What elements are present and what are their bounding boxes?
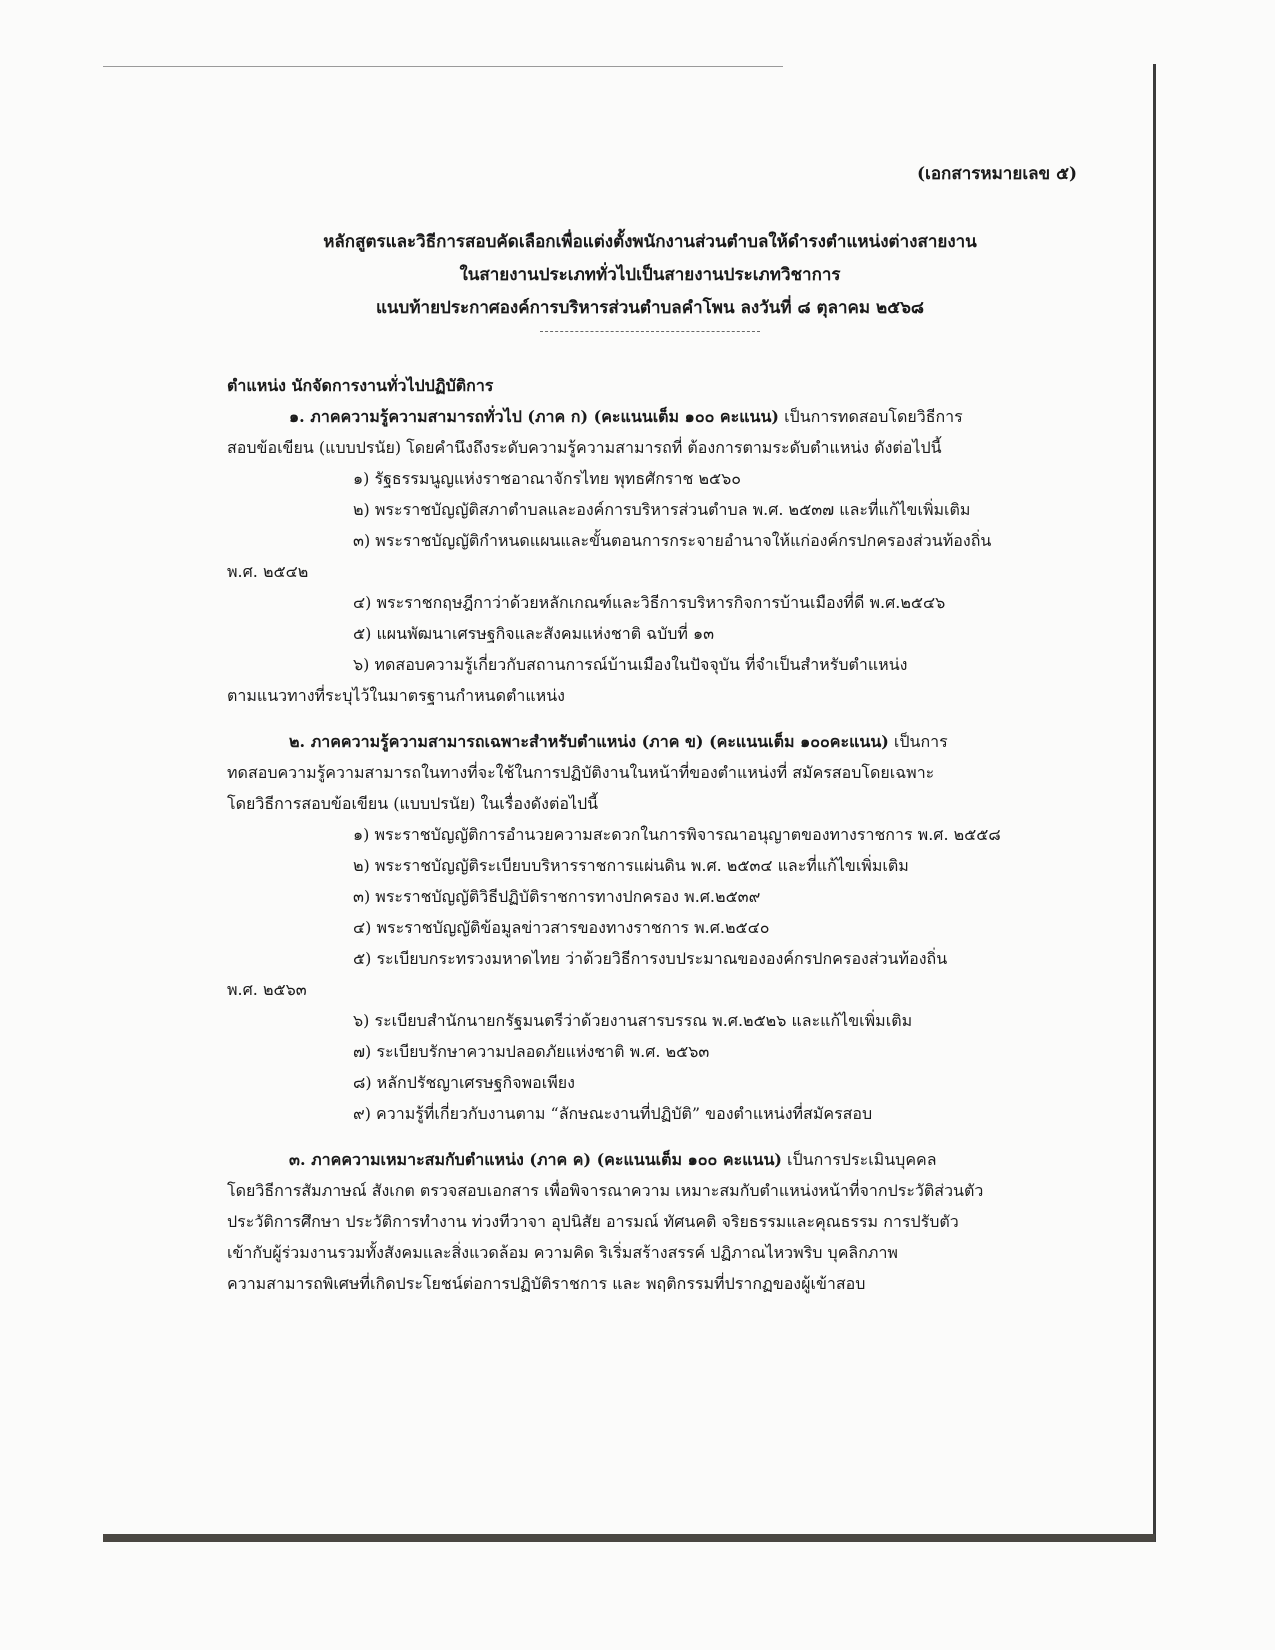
section-intro-cont: ทดสอบความรู้ความสามารถในทางที่จะใช้ในการปฏิบัติงานในหน้าที่ของตำแหน่งที่ สมัครสอบโดยเฉพาะ xyxy=(227,763,935,782)
list-item: ๕) แผนพัฒนาเศรษฐกิจและสังคมแห่งชาติ ฉบับที่ ๑๓ xyxy=(353,624,715,643)
title-line-2: ในสายงานประเภททั่วไปเป็นสายงานประเภทวิชาการ xyxy=(459,265,841,285)
title-line-1: หลักสูตรและวิธีการสอบคัดเลือกเพื่อแต่งตั้งพนักงานส่วนตำบลให้ดำรงตำแหน่งต่างสายงาน xyxy=(323,232,977,252)
list-item: ๒) พระราชบัญญัติสภาตำบลและองค์การบริหารส่วนตำบล พ.ศ. ๒๕๓๗ และที่แก้ไขเพิ่มเติม xyxy=(353,500,971,519)
section-intro-cont: เข้ากับผู้ร่วมงานรวมทั้งสังคมและสิ่งแวดล้อม ความคิด ริเริ่มสร้างสรรค์ ปฏิภาณไหวพริบ บุคลิกภาพ xyxy=(227,1243,898,1262)
section-heading: ๓. ภาคความเหมาะสมกับตำแหน่ง (ภาค ค) (คะแนนเต็ม ๑๐๐ คะแนน) xyxy=(289,1150,782,1169)
list-item: ๖) ระเบียบสำนักนายกรัฐมนตรีว่าด้วยงานสารบรรณ พ.ศ.๒๕๒๖ และแก้ไขเพิ่มเติม xyxy=(353,1011,913,1030)
list-item-cont: พ.ศ. ๒๕๔๒ xyxy=(227,562,309,581)
section-intro: เป็นการประเมินบุคคล xyxy=(781,1150,937,1169)
section-intro: เป็นการ xyxy=(888,732,948,751)
section-intro-cont: ความสามารถพิเศษที่เกิดประโยชน์ต่อการปฏิบัติราชการ และ พฤติกรรมที่ปรากฏของผู้เข้าสอบ xyxy=(227,1274,866,1293)
document-body xyxy=(227,370,1062,1299)
list-item: ๙) ความรู้ที่เกี่ยวกับงานตาม “ลักษณะงานที่ปฏิบัติ” ของตำแหน่งที่สมัครสอบ xyxy=(353,1104,873,1123)
list-item-cont: ตามแนวทางที่ระบุไว้ในมาตรฐานกำหนดตำแหน่ง xyxy=(227,686,565,705)
section-intro: เป็นการทดสอบโดยวิธีการ xyxy=(778,407,963,426)
section-2 xyxy=(227,726,1062,1129)
section-heading: ๒. ภาคความรู้ความสามารถเฉพาะสำหรับตำแหน่ง (ภาค ข) (คะแนนเต็ม ๑๐๐คะแนน) xyxy=(289,732,889,751)
list-item: ๓) พระราชบัญญัติกำหนดแผนและขั้นตอนการกระจายอำนาจให้แก่องค์กรปกครองส่วนท้องถิ่น xyxy=(353,531,992,550)
list-item: ๗) ระเบียบรักษาความปลอดภัยแห่งชาติ พ.ศ. ๒๕๖๓ xyxy=(353,1042,710,1061)
section-intro-cont: สอบข้อเขียน (แบบปรนัย) โดยคำนึงถึงระดับความรู้ความสามารถที่ ต้องการตามระดับตำแหน่ง ดังต่อไปนี้ xyxy=(227,438,942,457)
section-heading-line xyxy=(227,401,1062,432)
section-intro-cont: ประวัติการศึกษา ประวัติการทำงาน ท่วงทีวาจา อุปนิสัย อารมณ์ ทัศนคติ จริยธรรมและคุณธรรม การปรับตัว xyxy=(227,1212,959,1231)
title-line-3: แนบท้ายประกาศองค์การบริหารส่วนตำบลคำโพน ลงวันที่ ๘ ตุลาคม ๒๕๖๘ xyxy=(375,298,925,318)
section-heading-line xyxy=(227,726,1062,757)
list-item: ๔) พระราชกฤษฎีกาว่าด้วยหลักเกณฑ์และวิธีการบริหารกิจการบ้านเมืองที่ดี พ.ศ.๒๕๔๖ xyxy=(353,593,946,612)
list-item: ๓) พระราชบัญญัติวิธีปฏิบัติราชการทางปกครอง พ.ศ.๒๕๓๙ xyxy=(353,887,761,906)
list-item: ๘) หลักปรัชญาเศรษฐกิจพอเพียง xyxy=(353,1073,575,1092)
section-gap xyxy=(227,711,1062,726)
list-item: ๔) พระราชบัญญัติข้อมูลข่าวสารของทางราชการ พ.ศ.๒๕๔๐ xyxy=(353,918,770,937)
list-item: ๑) พระราชบัญญัติการอำนวยความสะดวกในการพิจารณาอนุญาตของทางราชการ พ.ศ. ๒๕๕๘ xyxy=(353,825,1001,844)
list-item: ๒) พระราชบัญญัติระเบียบบริหารราชการแผ่นดิน พ.ศ. ๒๕๓๔ และที่แก้ไขเพิ่มเติม xyxy=(353,856,909,875)
position-heading: ตำแหน่ง นักจัดการงานทั่วไปปฏิบัติการ xyxy=(227,376,494,395)
document-number: (เอกสารหมายเลข ๕) xyxy=(916,164,1077,184)
title-divider xyxy=(540,331,760,332)
document-title xyxy=(200,226,1100,332)
section-heading: ๑. ภาคความรู้ความสามารถทั่วไป (ภาค ก) (คะแนนเต็ม ๑๐๐ คะแนน) xyxy=(289,407,779,426)
section-intro-cont: โดยวิธีการสัมภาษณ์ สังเกต ตรวจสอบเอกสาร เพื่อพิจารณาความ เหมาะสมกับตำแหน่งหน้าที่จากประวัติส่วนตัว xyxy=(227,1181,984,1200)
list-item: ๕) ระเบียบกระทรวงมหาดไทย ว่าด้วยวิธีการงบประมาณขององค์กรปกครองส่วนท้องถิ่น xyxy=(353,949,948,968)
section-1 xyxy=(227,401,1062,711)
list-item: ๖) ทดสอบความรู้เกี่ยวกับสถานการณ์บ้านเมืองในปัจจุบัน ที่จำเป็นสำหรับตำแหน่ง xyxy=(353,655,908,674)
list-item: ๑) รัฐธรรมนูญแห่งราชอาณาจักรไทย พุทธศักราช ๒๕๖๐ xyxy=(353,469,742,488)
section-3 xyxy=(227,1144,1062,1299)
section-intro-cont: โดยวิธีการสอบข้อเขียน (แบบปรนัย) ในเรื่องดังต่อไปนี้ xyxy=(227,794,599,813)
section-heading-line xyxy=(227,1144,1062,1175)
section-gap xyxy=(227,1129,1062,1144)
list-item-cont: พ.ศ. ๒๕๖๓ xyxy=(227,980,307,999)
